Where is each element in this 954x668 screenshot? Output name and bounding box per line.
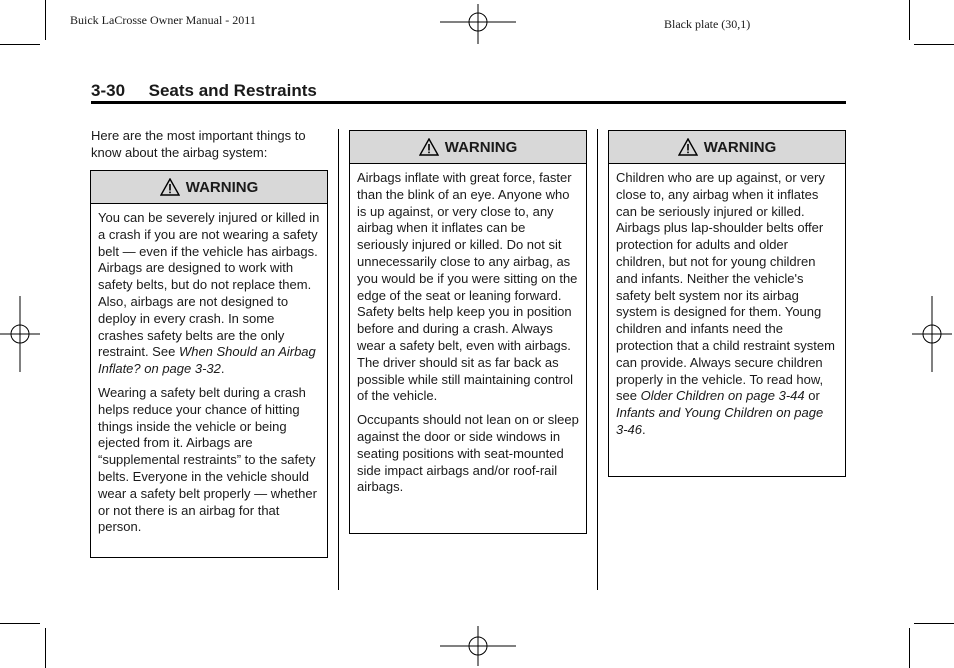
warning-paragraph: Wearing a safety belt during a crash helps reduce your chance of hitting things inside the vehicle or being ejected from it. Airbags are “supplemental restraints” to the safety belts. Everyone in the vehicle should wear a safety belt properly — whether or not there is an airbag for that person. [98,384,317,535]
registration-mark-top [440,4,516,44]
registration-mark-left [0,296,40,372]
warning-triangle-icon [678,138,698,156]
warning-label: WARNING [703,138,777,156]
manual-title: Buick LaCrosse Owner Manual - 2011 [70,13,256,27]
crop-mark [45,0,46,40]
registration-mark-bottom [440,626,516,666]
warning-header [91,171,327,204]
warning-box-2 [349,130,587,534]
crop-mark [0,44,40,45]
crop-mark [914,44,954,45]
warning-body [609,164,845,450]
page-reference: When Should an Airbag Inflate? on page 3-32 [98,344,316,377]
paragraph-end: . [642,421,646,437]
warning-triangle-icon [160,178,180,196]
warning-paragraph: Occupants should not lean on or sleep against the door or side windows in seating positions with seat-mounted side impact airbags and/or roof-rail airbags. [357,412,579,495]
crop-mark [909,0,910,40]
warning-paragraph [98,210,320,378]
warning-paragraph [616,170,838,439]
warning-body [91,204,327,547]
section-rule [91,101,846,104]
intro-text: Here are the most important things to know about the airbag system: [91,128,306,160]
warning-triangle-icon [419,138,439,156]
warning-paragraph: Airbags inflate with great force, faster than the blink of an eye. Anyone who is up against, or very close to, any airbag when it inflates can be seriously injured or killed. Do not sit unnecessarily close to any airbag, as you would be if you were sitting on the edge of the seat or leaning forward. Safety belts help keep you in position before and during a crash. Always wear a safety belt, even with airbags. The driver should sit as far back as possible while still maintaining control of the vehicle. [357,170,578,404]
warning-header [609,131,845,164]
crop-mark [45,628,46,668]
registration-mark-right [912,296,952,372]
section-title: 3-30 Seats and Restraints [91,81,317,100]
paragraph-end: . [220,361,225,377]
crop-mark [0,623,40,624]
page-reference: Infants and Young Children on page 3-46 [616,405,824,437]
paragraph-text: You can be severely injured or killed in a crash if you are not wearing a safety belt — even if the vehicle has airbags. Airbags are designed to work with safety belts, but do not replace them. Also, airbags are not designed to deploy in every crash. In some crashes safety belts are the only restraint. See [98,210,320,360]
page-reference: Older Children on page 3-44 [640,388,805,404]
warning-header [350,131,586,164]
plate-label: Black plate (30,1) [664,17,751,31]
warning-box-3 [608,130,846,477]
warning-body [350,164,586,507]
warning-label: WARNING [444,138,518,156]
warning-box-1 [90,170,328,558]
crop-mark [909,628,910,668]
column-divider [597,129,598,590]
warning-label: WARNING [185,178,259,196]
paragraph-text: Children who are up against, or very close to, any airbag when it inflates can be seriously injured or killed. Airbags plus lap-shoulder belts offer protection for adults and older children, but not for young children and infants. Neither the vehicle's safety belt system nor its airbag system is designed for them. Young children and infants need the protection that a child restraint system can provide. Always secure children properly in the vehicle. To read how, see [616,170,835,404]
paragraph-connector: or [804,388,820,404]
crop-mark [914,623,954,624]
column-divider [338,129,339,590]
